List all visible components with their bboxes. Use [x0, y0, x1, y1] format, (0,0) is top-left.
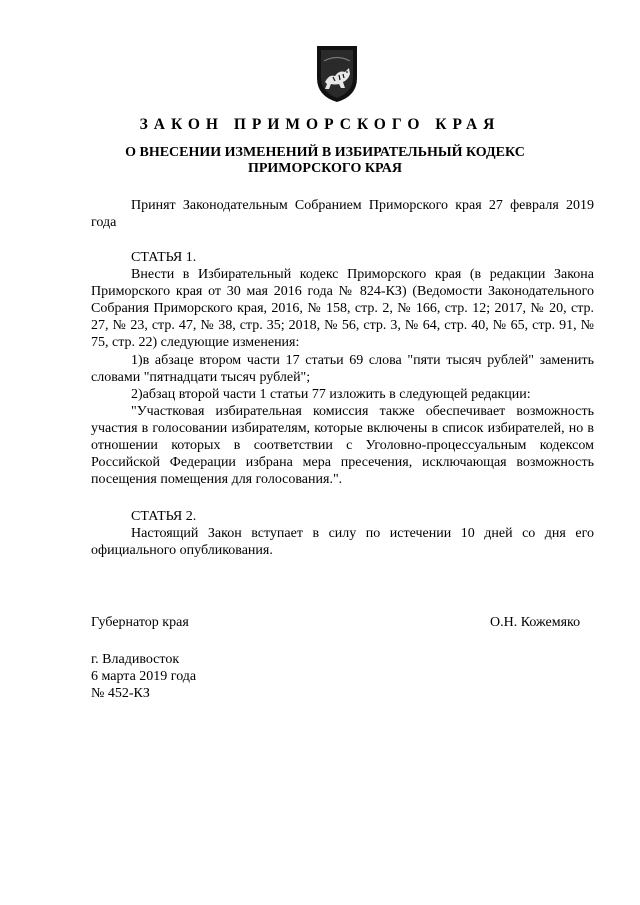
article-1-intro: Внести в Избирательный кодекс Приморского края (в редакции Закона Приморского края от 30 мая 2016 года № 824-КЗ) (Ведомости Законодательного Собрания Приморского края, 2016, № 158, стр. 2, № 166, стр. 12; 2017, № 20, стр. 27, № 23, стр. 47, № 38, стр. 35; 2018, № 56, стр. 3, № 64, стр. 40, № 65, стр. 91, № 75, стр. 22) следующие изменения:	[91, 267, 594, 350]
article-1-quote: "Участковая избирательная комиссия также обеспечивает возможность участия в голосовании избирателям, которые включены в список избирателей, но в отношении которых в соответствии с Уголовно-процессуальным кодексом Российской Федерации избрана мера пресечения, исключающая возможность посещения помещения для голосования.".	[91, 404, 594, 487]
signing-date: 6 марта 2019 года	[91, 669, 197, 684]
article-1-item-1: 1)в абзаце втором части 17 статьи 69 слова "пяти тысяч рублей" заменить словами "пятнадцати тысяч рублей";	[91, 353, 594, 385]
article-1-item-2: 2)абзац второй части 1 статьи 77 изложить в следующей редакции:	[131, 387, 531, 402]
signing-place: г. Владивосток	[91, 652, 180, 667]
article-1-heading: СТАТЬЯ 1.	[131, 250, 197, 265]
primorsky-krai-coat-of-arms-icon	[315, 44, 359, 104]
article-2-heading: СТАТЬЯ 2.	[131, 509, 197, 524]
governor-title: Губернатор края	[91, 615, 189, 630]
article-2-text: Настоящий Закон вступает в силу по истечении 10 дней со дня его официального опубликования.	[91, 526, 594, 558]
adoption-statement: Принят Законодательным Собранием Приморского края 27 февраля 2019 года	[91, 198, 594, 230]
law-subtitle: О ВНЕСЕНИИ ИЗМЕНЕНИЙ В ИЗБИРАТЕЛЬНЫЙ КОДЕКС ПРИМОРСКОГО КРАЯ	[125, 145, 525, 176]
governor-name: О.Н. Кожемяко	[490, 615, 581, 630]
law-title: ЗАКОН ПРИМОРСКОГО КРАЯ	[139, 116, 501, 133]
law-number: № 452-КЗ	[91, 686, 150, 701]
